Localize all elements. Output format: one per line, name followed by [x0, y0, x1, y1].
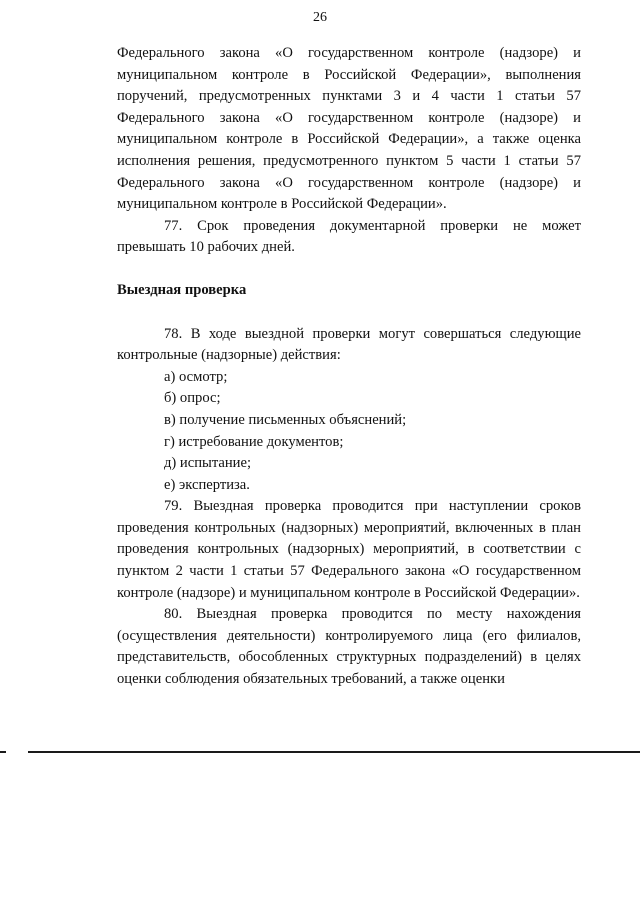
page-number: 26	[313, 10, 327, 25]
paragraph-continuation: Федерального закона «О государственном контроле (надзоре) и муниципальном контроле в Российской Федерации», выполнения поручений, предусмотренных пунктами 3 и 4 части 1 статьи 57 Федерального закона «О государственном контроле (надзоре) и муниципальном контроле в Российской Федерации», а также оценка исполнения решения, предусмотренного пунктом 5 части 1 статьи 57 Федерального закона «О государственном контроле (надзоре) и муниципальном контроле в Российской Федерации».	[117, 45, 581, 213]
bottom-rule	[28, 751, 640, 753]
document-body	[117, 43, 581, 691]
list-item: г) истребование документов;	[164, 433, 344, 450]
paragraph-77: 77. Срок проведения документарной проверки не может превышать 10 рабочих дней.	[117, 217, 581, 256]
paragraph-80: 80. Выездная проверка проводится по месту нахождения (осуществления деятельности) контролируемого лица (его филиалов, представительств, обособленных структурных подразделений) в целях оценки соблюдения обязательных требований, а также оценки	[117, 606, 581, 688]
list-item: д) испытание;	[164, 455, 252, 472]
list-item: е) экспертиза.	[164, 476, 250, 493]
paragraph-79: 79. Выездная проверка проводится при наступлении сроков проведения контрольных (надзорных) мероприятий, включенных в план проведения контрольных (надзорных) мероприятий, в соответствии с пунктом 2 части 1 статьи 57 Федерального закона «О государственном контроле (надзоре) и муниципальном контроле в Российской Федерации».	[117, 498, 581, 601]
left-margin-mark	[0, 751, 6, 753]
list-item: в) получение письменных объяснений;	[164, 411, 407, 428]
list-item: а) осмотр;	[164, 368, 228, 385]
paragraph-78: 78. В ходе выездной проверки могут совершаться следующие контрольные (надзорные) действия:	[117, 325, 581, 364]
section-heading: Выездная проверка	[117, 281, 247, 298]
list-item: б) опрос;	[164, 390, 221, 407]
